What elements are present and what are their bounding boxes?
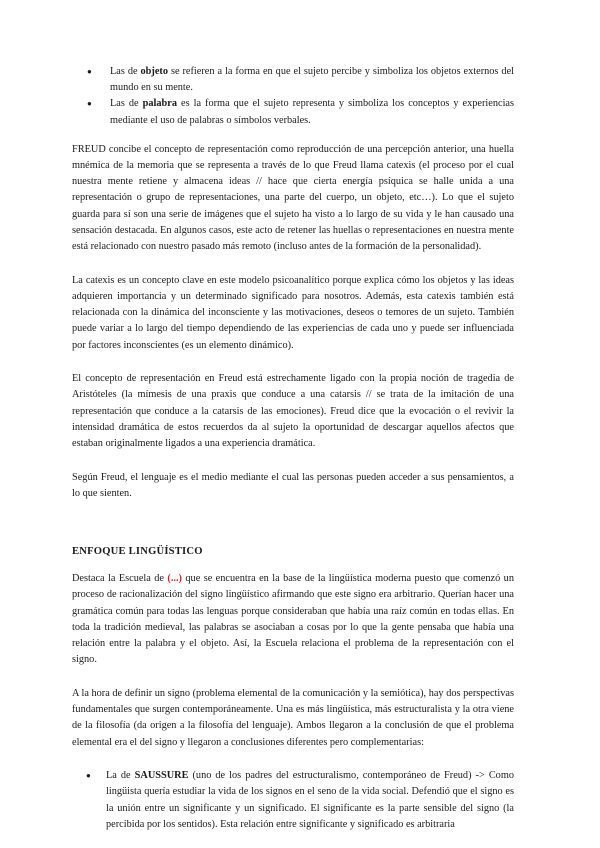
bullet-text-post: se refieren a la forma en que el sujeto percibe y simboliza los objetos externos del mundo en su mente.	[110, 66, 514, 94]
bullet-text-pre: Las de	[110, 66, 141, 77]
section-heading: ENFOQUE LINGÜÍSTICO	[72, 546, 203, 558]
placeholder-red-marker: (...)	[167, 573, 182, 585]
bullet-item-objeto	[72, 64, 514, 96]
bullet-text-pre: La de	[106, 770, 135, 782]
bullet-bold-term: objeto	[140, 66, 168, 77]
paragraph-lenguaje: Según Freud, el lenguaje es el medio mediante el cual las personas pueden acceder a sus pensamientos, a lo que sienten.	[72, 471, 514, 499]
paragraph-text-pre: Destaca la Escuela de	[72, 573, 168, 585]
bullet-bold-term: SAUSSURE	[134, 770, 189, 782]
paragraph-freud-representation: FREUD concibe el concepto de representación como reproducción de una percepción anterior, una huella mnémica de la memoria que se representa a través de lo que Freud llama catexis (el proceso por el cual nuestra mente retiene y almacena ideas // hace que cierta energía psíquica se halle unida a una representación o grupo de representaciones, una parte del cuerpo, un objeto, etc…). Lo que el sujeto guarda para sí son una serie de imágenes que el sujeto ha visto a lo largo de su vida y le han causado una sensación destacada. En algunos casos, este acto de retener las huellas o representaciones en nuestra mente está relacionado con nuestro pasado más remoto (incluso antes de la formación de la personalidad).	[72, 143, 514, 253]
bullet-item-saussure	[78, 768, 514, 833]
bullet-text-post: (uno de los padres del estructuralismo, contemporáneo de Freud) -> Como lingüista quería estudiar la vida de los signos en el seno de la vida social. Defendió que el signo es la unión entre un significante y un significado. El significante es la parte sensible del signo (la percibida por los sentidos). Esta relación entre significante y significado es arbitraria	[106, 770, 514, 830]
bullet-bold-term: palabra	[142, 98, 177, 110]
bullet-list-perspectives	[78, 768, 514, 833]
bullet-list-representations	[72, 64, 514, 129]
bullet-text-post: es la forma que el sujeto representa y simboliza los conceptos y experiencias mediante el uso de palabras o símbolos verbales.	[110, 98, 515, 126]
bullet-text-pre: Las de	[110, 98, 143, 110]
paragraph-catexis: La catexis es un concepto clave en este modelo psicoanalítico porque explica cómo los objetos y las ideas adquieren importancia y un determinado significado para nosotros. Además, esta catexis también está relacionada con la dinámica del inconsciente y las motivaciones, deseos o temores de un sujeto. También puede variar a lo largo del tiempo dependiendo de las experiencias de cada uno y puede ser influenciada por factores inconscientes (es un elemento dinámico).	[72, 274, 514, 351]
paragraph-escuela	[72, 571, 514, 668]
paragraph-tragedia: El concepto de representación en Freud está estrechamente ligado con la propia noción de tragedia de Aristóteles (la mímesis de una praxis que conduce a una catarsis // se trata de la imitación de una representación que conduce a la catarsis de las emociones). Freud dice que la evocación o el revivir la intensidad dramática de estos recuerdos da al sujeto la oportunidad de descargar aquellos afectos que estaban originalmente ligados a una experiencia dramática.	[72, 373, 514, 450]
paragraph-text-post: que se encuentra en la base de la lingüística moderna puesto que comenzó un proceso de racionalización del signo lingüístico afirmando que este signo era arbitrario. Querían hacer una gramática común para todas las lenguas porque consideraban que había una raíz común en todas ellas. En toda la tradición medieval, las palabras se asociaban a cosas por lo que la gente pensaba que había una relación entre la palabra y el objeto. Así, la Escuela relaciona el problema de la representación con el signo.	[72, 573, 514, 666]
bullet-item-palabra	[72, 96, 514, 128]
paragraph-definir-signo: A la hora de definir un signo (problema elemental de la comunicación y la semiótica), hay dos perspectivas fundamentales que surgen contemporáneamente. Una es más lingüística, más estructuralista y la otra viene de la filosofía (da origen a la filosofía del lenguaje). Ambos llegaron a la conclusión de que el problema elemental era el del signo y llegaron a conclusiones diferentes pero complementarias:	[72, 687, 514, 748]
